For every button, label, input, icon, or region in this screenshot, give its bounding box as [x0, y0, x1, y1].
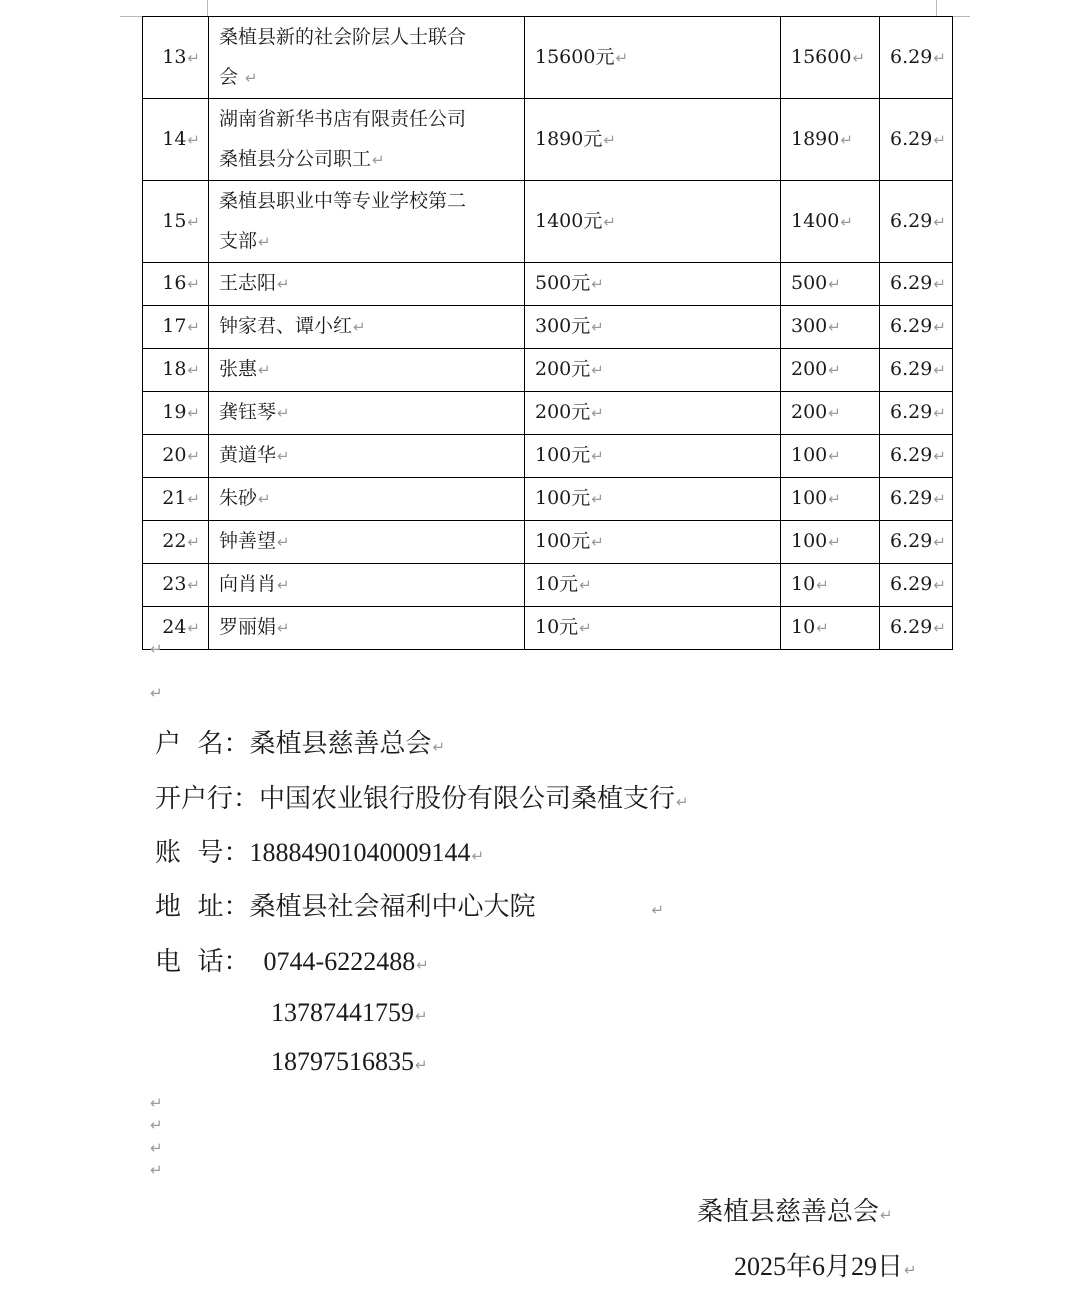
donation-date-text: 6.29	[890, 573, 933, 595]
donation-date-text: 6.29	[890, 487, 933, 509]
donation-value-text: 200	[791, 401, 828, 423]
donation-value	[781, 435, 880, 478]
donor-name	[209, 564, 525, 607]
paragraph-mark: ↵	[187, 619, 200, 637]
paragraph-mark: ↵	[828, 275, 841, 293]
row-number	[143, 392, 209, 435]
paragraph-mark: ↵	[603, 212, 616, 231]
phone-line	[155, 946, 429, 981]
donor-name-text: 钟家君、谭小红	[219, 315, 353, 337]
donation-date-text: 6.29	[890, 315, 933, 337]
donation-amount	[525, 17, 781, 99]
paragraph-mark: ↵	[416, 956, 429, 974]
address-label: 地 址：	[155, 892, 250, 922]
paragraph-mark: ↵	[828, 404, 841, 422]
paragraph-mark: ↵	[187, 490, 200, 508]
bank-label: 开户行：	[155, 784, 260, 814]
donor-name	[209, 263, 525, 306]
paragraph-mark: ↵	[933, 533, 946, 551]
donation-date-text: 6.29	[890, 616, 933, 638]
row-number-text: 20	[162, 444, 187, 466]
donor-name-line: 会 ↵	[219, 66, 258, 88]
donation-date	[880, 17, 953, 99]
paragraph-mark: ↵	[591, 447, 604, 465]
account-number-value: 18884901040009144	[249, 838, 471, 867]
paragraph-mark: ↵	[277, 404, 290, 422]
donation-value-text: 100	[791, 530, 828, 552]
table-row	[143, 607, 953, 650]
paragraph-mark: ↵	[591, 404, 604, 422]
table-row	[143, 181, 953, 263]
donation-value	[781, 564, 880, 607]
paragraph-mark: ↵	[933, 275, 946, 293]
paragraph-mark: ↵	[415, 1056, 428, 1074]
paragraph-mark: ↵	[150, 1116, 163, 1134]
donation-amount-text: 200元	[535, 401, 591, 423]
donation-date-text: 6.29	[890, 444, 933, 466]
signature-org: 桑植县慈善总会	[697, 1197, 880, 1227]
donation-amount-text: 1400元	[535, 209, 603, 232]
row-number	[143, 17, 209, 99]
donation-date	[880, 564, 953, 607]
donation-amount	[525, 349, 781, 392]
row-number	[143, 521, 209, 564]
donation-value-text: 100	[791, 487, 828, 509]
signature-org-line	[697, 1191, 893, 1228]
donor-name-text: 王志阳	[219, 272, 277, 294]
page-corner-mark-left	[120, 0, 208, 17]
donation-amount-text: 10元	[535, 573, 579, 595]
paragraph-mark: ↵	[816, 576, 829, 594]
donor-name-line: 支部↵	[219, 230, 271, 252]
paragraph-mark: ↵	[579, 576, 592, 594]
paragraph-mark: ↵	[933, 404, 946, 422]
paragraph-mark: ↵	[933, 130, 946, 149]
donation-value	[781, 306, 880, 349]
paragraph-mark: ↵	[816, 619, 829, 637]
paragraph-mark: ↵	[277, 533, 290, 551]
donation-amount-text: 1890元	[535, 127, 603, 150]
paragraph-mark: ↵	[676, 793, 689, 811]
donation-date	[880, 435, 953, 478]
paragraph-mark: ↵	[277, 447, 290, 465]
donation-amount-text: 300元	[535, 315, 591, 337]
paragraph-mark: ↵	[150, 1094, 163, 1112]
paragraph-mark: ↵	[187, 404, 200, 422]
donor-name-line: 桑植县职业中等专业学校第二	[219, 190, 467, 212]
paragraph-mark: ↵	[933, 576, 946, 594]
row-number	[143, 181, 209, 263]
donation-value-text: 10	[791, 573, 816, 595]
donation-value	[781, 17, 880, 99]
paragraph-mark: ↵	[828, 318, 841, 336]
paragraph-mark: ↵	[277, 619, 290, 637]
paragraph-mark: ↵	[933, 48, 946, 67]
donation-value-text: 10	[791, 616, 816, 638]
table-row	[143, 17, 953, 99]
donation-amount	[525, 263, 781, 306]
donation-table-body	[143, 17, 953, 650]
paragraph-mark: ↵	[277, 275, 290, 293]
paragraph-mark: ↵	[258, 361, 271, 379]
row-number-text: 18	[162, 358, 187, 380]
donation-value	[781, 263, 880, 306]
account-name-line	[155, 728, 445, 763]
signature-date: 2025年6月29日	[734, 1252, 904, 1281]
paragraph-mark: ↵	[187, 212, 200, 231]
phone-line-2	[271, 997, 428, 1032]
donation-amount-text: 100元	[535, 530, 591, 552]
donor-name	[209, 17, 525, 99]
row-number-text: 13	[162, 45, 187, 68]
donation-value-text: 1890	[791, 127, 840, 150]
donation-date	[880, 478, 953, 521]
donation-date-text: 6.29	[890, 358, 933, 380]
paragraph-mark: ↵	[591, 361, 604, 379]
donation-date-text: 6.29	[890, 45, 933, 68]
paragraph-mark: ↵	[579, 619, 592, 637]
paragraph-mark: ↵	[245, 69, 258, 87]
table-row	[143, 564, 953, 607]
donation-amount-text: 10元	[535, 616, 579, 638]
row-number-text: 16	[162, 272, 187, 294]
row-number-text: 15	[162, 209, 187, 232]
paragraph-mark: ↵	[258, 490, 271, 508]
donation-amount	[525, 435, 781, 478]
phone-label: 电 话：	[155, 947, 250, 977]
table-row	[143, 435, 953, 478]
table-row	[143, 99, 953, 181]
donation-amount-text: 200元	[535, 358, 591, 380]
donation-value-text: 15600	[791, 45, 852, 68]
paragraph-mark: ↵	[828, 361, 841, 379]
donation-date-text: 6.29	[890, 127, 933, 150]
paragraph-mark: ↵	[187, 275, 200, 293]
donor-name	[209, 181, 525, 263]
donation-value	[781, 181, 880, 263]
paragraph-mark: ↵	[187, 361, 200, 379]
table-row	[143, 263, 953, 306]
paragraph-mark: ↵	[150, 1139, 163, 1157]
donation-value	[781, 392, 880, 435]
donation-amount-text: 100元	[535, 444, 591, 466]
donation-date	[880, 392, 953, 435]
paragraph-mark: ↵	[277, 576, 290, 594]
phone-value-1: 0744-6222488	[263, 947, 416, 976]
paragraph-mark: ↵	[591, 318, 604, 336]
donor-name-text: 龚钰琴	[219, 401, 277, 423]
donor-name-text: 钟善望	[219, 530, 277, 552]
donor-name-text: 向肖肖	[219, 573, 277, 595]
donor-name-line: 湖南省新华书店有限责任公司	[219, 108, 467, 130]
donation-amount-text: 100元	[535, 487, 591, 509]
donation-value-text: 1400	[791, 209, 840, 232]
address-line	[155, 891, 664, 926]
paragraph-mark: ↵	[187, 130, 200, 149]
paragraph-mark: ↵	[603, 130, 616, 149]
donation-amount	[525, 99, 781, 181]
donation-value	[781, 478, 880, 521]
donation-value	[781, 607, 880, 650]
donation-value-text: 500	[791, 272, 828, 294]
donation-value	[781, 521, 880, 564]
paragraph-mark: ↵	[933, 212, 946, 231]
row-number-text: 14	[162, 127, 187, 150]
donor-name-text: 朱砂	[219, 487, 258, 509]
donation-date	[880, 349, 953, 392]
table-row	[143, 478, 953, 521]
paragraph-mark: ↵	[651, 901, 665, 919]
donation-date	[880, 99, 953, 181]
phone-line-3	[271, 1046, 428, 1081]
donation-date-text: 6.29	[890, 272, 933, 294]
row-number-text: 24	[162, 616, 187, 638]
donor-name-text: 张惠	[219, 358, 258, 380]
donation-amount	[525, 306, 781, 349]
donation-date-text: 6.29	[890, 530, 933, 552]
account-name-value: 桑植县慈善总会	[249, 729, 432, 759]
donation-date-text: 6.29	[890, 401, 933, 423]
donation-amount	[525, 564, 781, 607]
row-number-text: 21	[162, 487, 187, 509]
phone-value-2: 13787441759	[271, 998, 414, 1027]
donation-value-text: 100	[791, 444, 828, 466]
donation-amount-text: 15600元	[535, 45, 615, 68]
donation-amount	[525, 392, 781, 435]
page-corner-mark-right	[936, 0, 970, 17]
phone-value-3: 18797516835	[271, 1047, 414, 1076]
paragraph-mark: ↵	[353, 318, 366, 336]
account-number-label: 账 号：	[155, 838, 250, 868]
donation-amount	[525, 181, 781, 263]
paragraph-mark: ↵	[258, 233, 271, 251]
donor-name	[209, 521, 525, 564]
paragraph-mark: ↵	[852, 48, 866, 67]
table-row	[143, 392, 953, 435]
paragraph-mark: ↵	[187, 318, 200, 336]
donation-date	[880, 306, 953, 349]
row-number	[143, 263, 209, 306]
row-number	[143, 564, 209, 607]
donation-value-text: 200	[791, 358, 828, 380]
account-number-line	[155, 837, 484, 872]
donation-date-text: 6.29	[890, 209, 933, 232]
row-number	[143, 349, 209, 392]
donation-amount	[525, 478, 781, 521]
paragraph-mark: ↵	[372, 151, 385, 169]
paragraph-mark: ↵	[415, 1007, 428, 1025]
table-row	[143, 521, 953, 564]
paragraph-mark: ↵	[187, 48, 200, 67]
paragraph-mark: ↵	[187, 447, 200, 465]
paragraph-mark: ↵	[150, 684, 163, 702]
paragraph-mark: ↵	[933, 447, 946, 465]
paragraph-mark: ↵	[880, 1206, 893, 1224]
row-number	[143, 99, 209, 181]
paragraph-mark: ↵	[615, 48, 629, 67]
paragraph-mark: ↵	[471, 847, 485, 865]
donor-name	[209, 435, 525, 478]
donation-amount	[525, 521, 781, 564]
account-name-label: 户 名：	[155, 729, 250, 759]
donation-date	[880, 607, 953, 650]
donation-date	[880, 181, 953, 263]
paragraph-mark: ↵	[187, 533, 200, 551]
table-row	[143, 349, 953, 392]
bank-value: 中国农业银行股份有限公司桑植支行	[259, 784, 676, 814]
row-number	[143, 435, 209, 478]
paragraph-mark: ↵	[828, 490, 841, 508]
donor-name	[209, 306, 525, 349]
row-number-text: 23	[162, 573, 187, 595]
paragraph-mark: ↵	[150, 1161, 163, 1179]
donor-name-text: 黄道华	[219, 444, 277, 466]
paragraph-mark: ↵	[591, 533, 604, 551]
donor-name-line: 桑植县分公司职工↵	[219, 148, 385, 170]
paragraph-mark: ↵	[933, 619, 946, 637]
donation-value	[781, 99, 880, 181]
table-row	[143, 306, 953, 349]
donation-value	[781, 349, 880, 392]
paragraph-mark: ↵	[150, 640, 163, 658]
address-value: 桑植县社会福利中心大院	[249, 892, 536, 922]
donor-name-line: 桑植县新的社会阶层人士联合	[219, 26, 467, 48]
paragraph-mark: ↵	[933, 490, 946, 508]
signature-date-line	[734, 1246, 917, 1283]
row-number-text: 19	[162, 401, 187, 423]
paragraph-mark: ↵	[904, 1261, 917, 1279]
donation-amount	[525, 607, 781, 650]
donation-value-text: 300	[791, 315, 828, 337]
donation-table	[142, 16, 953, 650]
donor-name	[209, 349, 525, 392]
donor-name	[209, 478, 525, 521]
paragraph-mark: ↵	[828, 447, 841, 465]
donor-name	[209, 99, 525, 181]
paragraph-mark: ↵	[933, 361, 946, 379]
donor-name	[209, 392, 525, 435]
row-number	[143, 306, 209, 349]
paragraph-mark: ↵	[187, 576, 200, 594]
paragraph-mark: ↵	[432, 738, 446, 756]
donation-date	[880, 521, 953, 564]
paragraph-mark: ↵	[840, 130, 853, 149]
paragraph-mark: ↵	[840, 212, 853, 231]
bank-line	[155, 783, 689, 818]
paragraph-mark: ↵	[828, 533, 841, 551]
paragraph-mark: ↵	[591, 275, 604, 293]
paragraph-mark: ↵	[933, 318, 946, 336]
paragraph-mark: ↵	[591, 490, 604, 508]
row-number-text: 22	[162, 530, 187, 552]
donor-name-text: 罗丽娟	[219, 616, 277, 638]
donation-amount-text: 500元	[535, 272, 591, 294]
row-number-text: 17	[162, 315, 187, 337]
donation-date	[880, 263, 953, 306]
row-number	[143, 478, 209, 521]
donor-name	[209, 607, 525, 650]
